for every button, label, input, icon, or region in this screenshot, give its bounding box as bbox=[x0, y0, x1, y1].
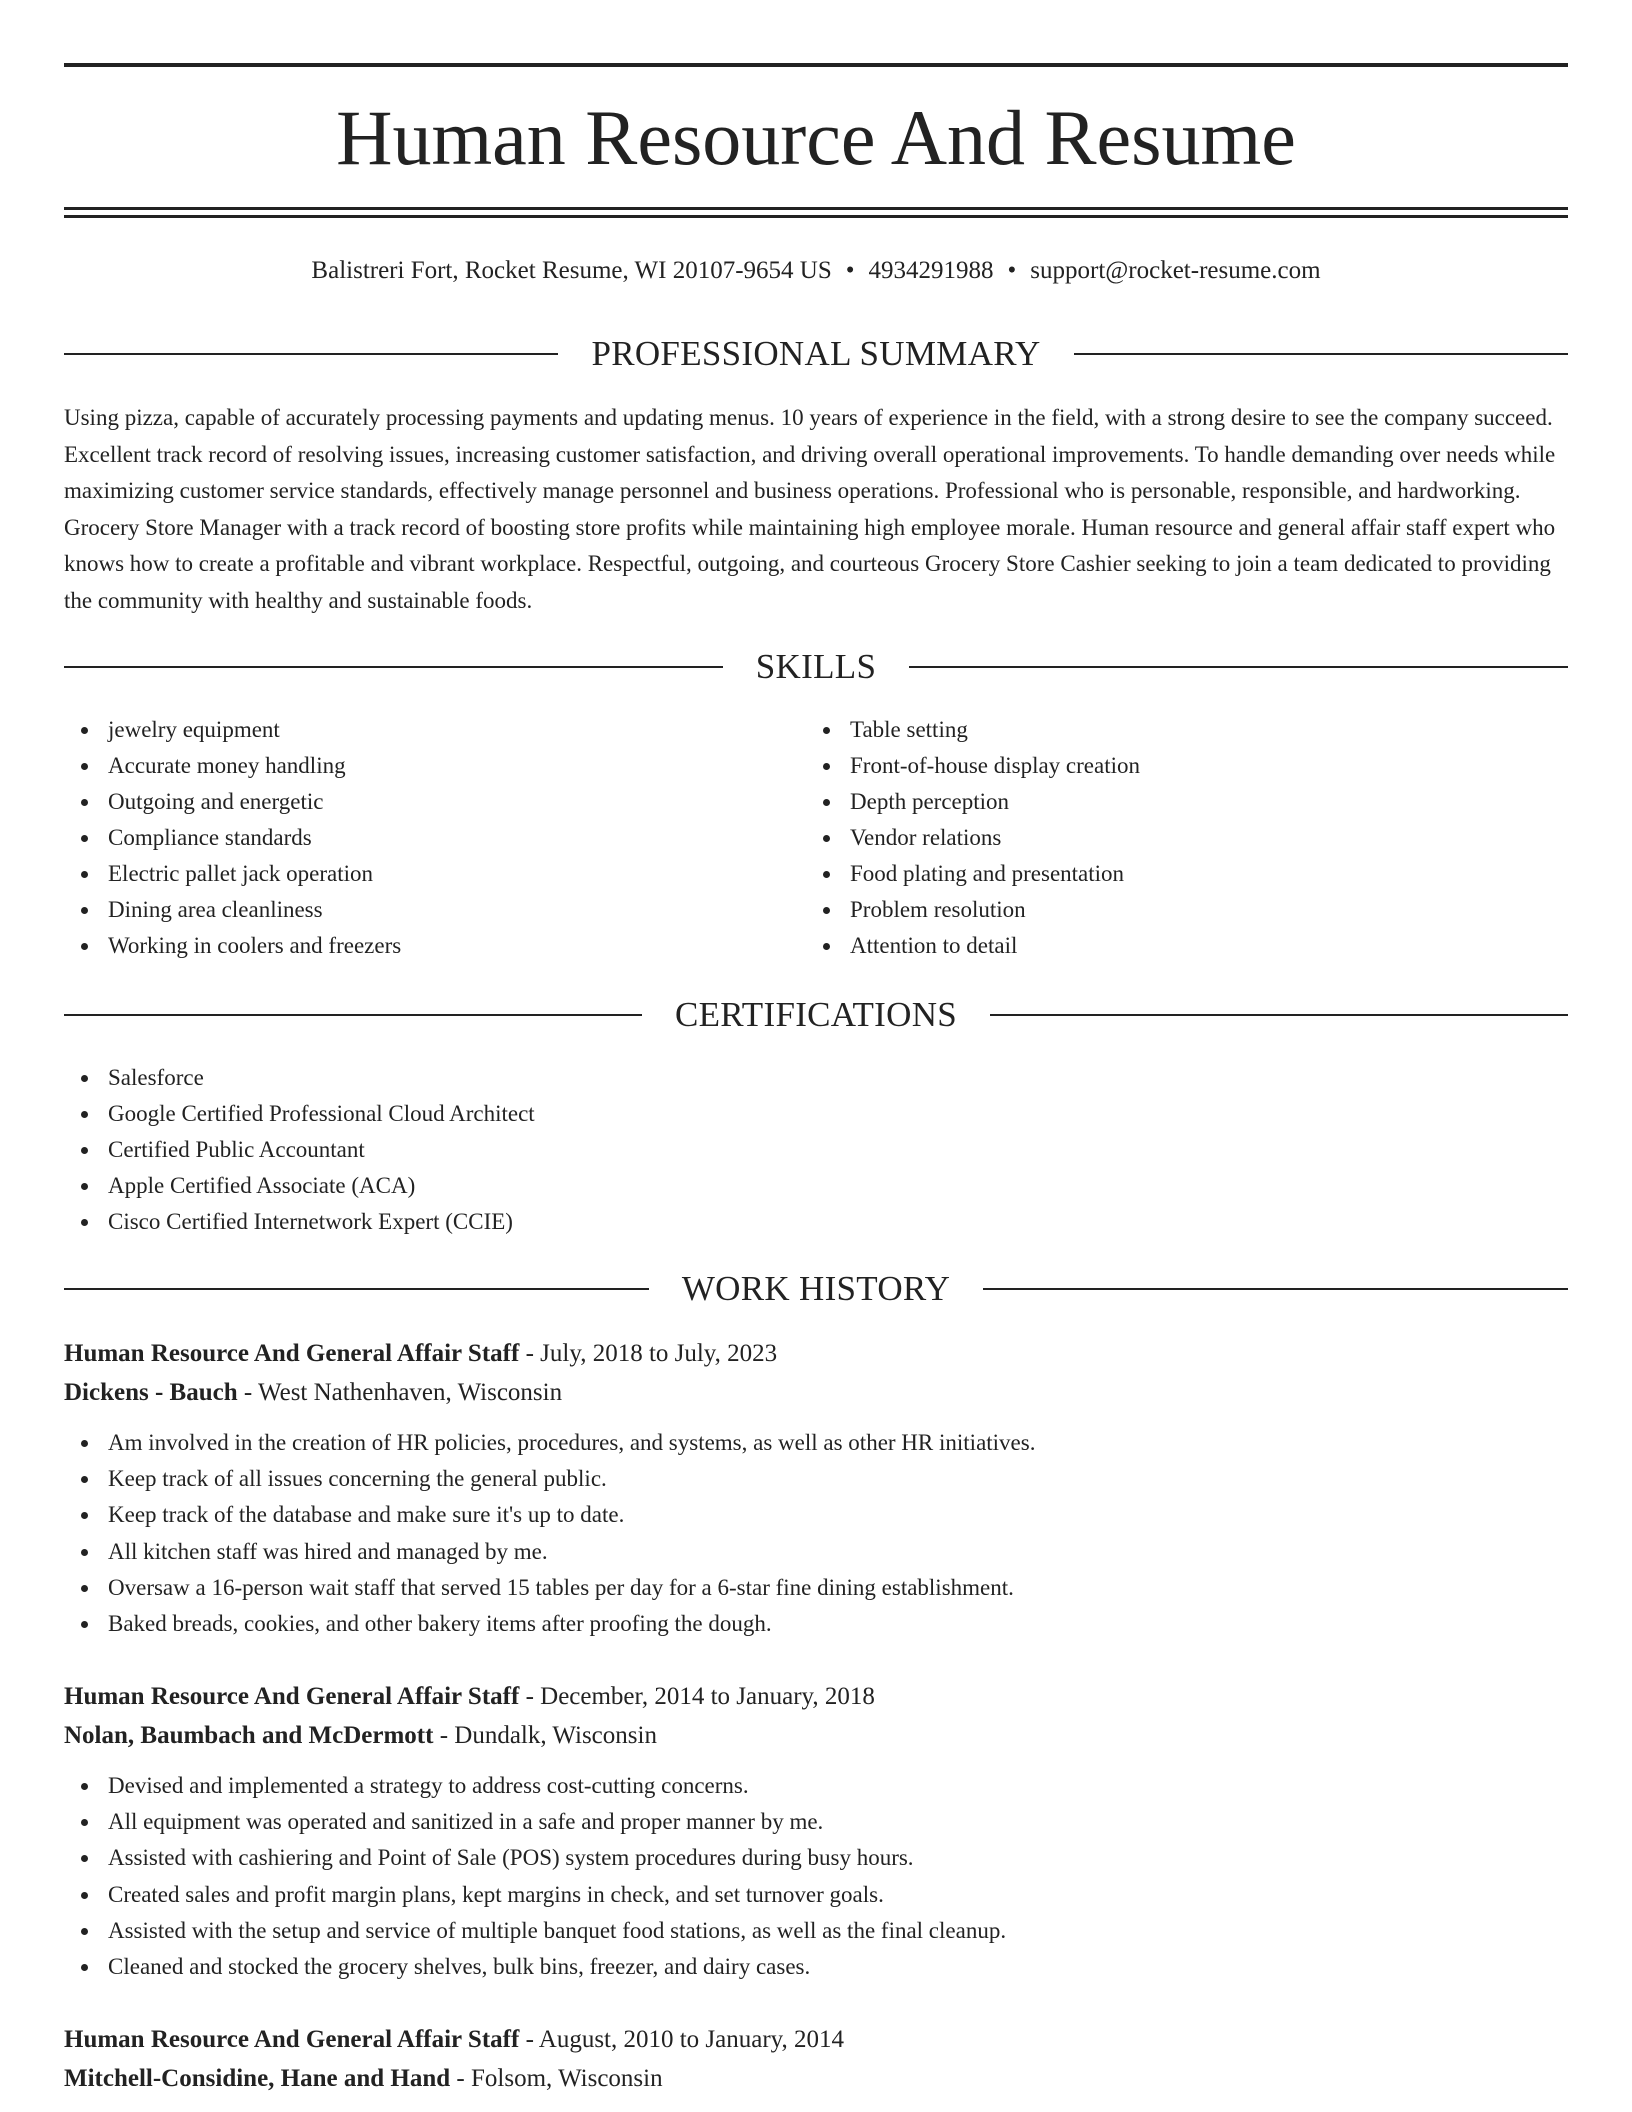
section-header-certifications bbox=[64, 990, 1568, 1040]
job-duty: All equipment was operated and sanitized in a safe and proper manner by me. bbox=[64, 1804, 1568, 1840]
skill-item: Outgoing and energetic bbox=[64, 784, 804, 820]
section-rule-left bbox=[64, 1288, 649, 1290]
section-rule-right bbox=[909, 666, 1568, 668]
header-bottom-rule bbox=[64, 207, 1568, 210]
certification-item: Certified Public Accountant bbox=[64, 1132, 1568, 1168]
job-duty: Baked breads, cookies, and other bakery items after proofing the dough. bbox=[64, 1606, 1568, 1642]
job-title: Human Resource And General Affair Staff bbox=[64, 1340, 520, 1367]
section-rule-right bbox=[983, 1288, 1568, 1290]
contact-separator: • bbox=[845, 257, 855, 284]
job-title-line bbox=[64, 1334, 1568, 1373]
skill-item: Vendor relations bbox=[806, 820, 1546, 856]
job-dates: - July, 2018 to July, 2023 bbox=[519, 1340, 778, 1367]
contact-separator: • bbox=[1007, 257, 1017, 284]
skill-item: Table setting bbox=[806, 712, 1546, 748]
skills-column-left bbox=[64, 712, 804, 964]
job-dates: - August, 2010 to January, 2014 bbox=[519, 2026, 845, 2053]
job-company: Dickens - Bauch bbox=[64, 1379, 238, 1406]
job-duty: All kitchen staff was hired and managed by me. bbox=[64, 1534, 1568, 1570]
section-header-skills bbox=[64, 642, 1568, 692]
certifications bbox=[64, 1060, 1568, 1240]
skill-item: Dining area cleanliness bbox=[64, 892, 804, 928]
skill-item: Attention to detail bbox=[806, 928, 1546, 964]
job-company: Nolan, Baumbach and McDermott bbox=[64, 1722, 434, 1749]
section-title-certifications: CERTIFICATIONS bbox=[674, 995, 958, 1034]
contact-address: Balistreri Fort, Rocket Resume, WI 20107-9654 US bbox=[311, 257, 832, 284]
job-title-line bbox=[64, 2020, 1568, 2059]
section-title-summary: PROFESSIONAL SUMMARY bbox=[591, 334, 1041, 373]
skill-item: Problem resolution bbox=[806, 892, 1546, 928]
section-title-skills: SKILLS bbox=[755, 647, 877, 686]
job-title: Human Resource And General Affair Staff bbox=[64, 2026, 520, 2053]
contact-email: support@rocket-resume.com bbox=[1030, 257, 1321, 284]
job-duty: Keep track of all issues concerning the general public. bbox=[64, 1461, 1568, 1497]
skill-item: Accurate money handling bbox=[64, 748, 804, 784]
job-duty: Am involved in the creation of HR policies, procedures, and systems, as well as other HR initiatives. bbox=[64, 1425, 1568, 1461]
skill-item: Electric pallet jack operation bbox=[64, 856, 804, 892]
job-company-line bbox=[64, 2059, 1568, 2098]
skills-list-left bbox=[64, 712, 804, 964]
skills-column-right bbox=[806, 712, 1546, 964]
job-duty: Cleaned and stocked the grocery shelves, bulk bins, freezer, and dairy cases. bbox=[64, 1949, 1568, 1985]
job-company-line bbox=[64, 1716, 1568, 1755]
section-rule-left bbox=[64, 1014, 642, 1016]
job-company-line bbox=[64, 1373, 1568, 1412]
resume-name: Human Resource And Resume bbox=[336, 94, 1296, 181]
job-duty: Devised and implemented a strategy to address cost-cutting concerns. bbox=[64, 1768, 1568, 1804]
job-location: - Dundalk, Wisconsin bbox=[433, 1722, 657, 1749]
job-entry bbox=[64, 1334, 1568, 1642]
certification-item: Salesforce bbox=[64, 1060, 1568, 1096]
skill-item: Front-of-house display creation bbox=[806, 748, 1546, 784]
skill-item: Food plating and presentation bbox=[806, 856, 1546, 892]
contact-phone: 4934291988 bbox=[868, 257, 994, 284]
job-duties-list bbox=[64, 1768, 1568, 1985]
job-entry bbox=[64, 2020, 1568, 2098]
skill-item: jewelry equipment bbox=[64, 712, 804, 748]
section-rule-left bbox=[64, 353, 558, 355]
job-duties-list bbox=[64, 1425, 1568, 1642]
job-duty: Assisted with cashiering and Point of Sale (POS) system procedures during busy hours. bbox=[64, 1840, 1568, 1876]
section-rule-right bbox=[1074, 353, 1568, 355]
section-rule-left bbox=[64, 666, 723, 668]
skill-item: Compliance standards bbox=[64, 820, 804, 856]
job-duty: Created sales and profit margin plans, kept margins in check, and set turnover goals. bbox=[64, 1877, 1568, 1913]
summary-text: Using pizza, capable of accurately processing payments and updating menus. 10 years of experience in the field, with a strong desire to see the company succeed. Excellent track record of resolving issues, increasing customer satisfaction, and driving overall operational improvements. To handle demanding over needs while maximizing customer service standards, effectively manage personnel and business operations. Professional who is personable, responsible, and hardworking. Grocery Store Manager with a track record of boosting store profits while maintaining high employee morale. Human resource and general affair staff expert who knows how to create a profitable and vibrant workplace. Respectful, outgoing, and courteous Grocery Store Cashier seeking to join a team dedicated to providing the community with healthy and sustainable foods. bbox=[64, 405, 1556, 613]
section-header-summary bbox=[64, 329, 1568, 379]
header-bottom-rule-second bbox=[64, 215, 1568, 218]
section-rule-right bbox=[990, 1014, 1568, 1016]
certification-item: Google Certified Professional Cloud Architect bbox=[64, 1096, 1568, 1132]
skill-item: Working in coolers and freezers bbox=[64, 928, 804, 964]
job-company: Mitchell-Considine, Hane and Hand bbox=[64, 2065, 451, 2092]
skills-list-right bbox=[806, 712, 1546, 964]
header-top-rule bbox=[64, 63, 1568, 67]
section-header-work-history bbox=[64, 1264, 1568, 1314]
certification-item: Apple Certified Associate (ACA) bbox=[64, 1168, 1568, 1204]
contact-line bbox=[64, 254, 1568, 288]
job-dates: - December, 2014 to January, 2018 bbox=[519, 1683, 875, 1710]
job-location: - West Nathenhaven, Wisconsin bbox=[237, 1379, 563, 1406]
job-entry bbox=[64, 1677, 1568, 1985]
certifications-list bbox=[64, 1060, 1568, 1240]
job-title: Human Resource And General Affair Staff bbox=[64, 1683, 520, 1710]
job-duty: Keep track of the database and make sure it's up to date. bbox=[64, 1497, 1568, 1533]
job-duty: Oversaw a 16-person wait staff that served 15 tables per day for a 6-star fine dining establishment. bbox=[64, 1570, 1568, 1606]
skill-item: Depth perception bbox=[806, 784, 1546, 820]
certification-item: Cisco Certified Internetwork Expert (CCIE) bbox=[64, 1204, 1568, 1240]
section-title-work-history: WORK HISTORY bbox=[681, 1269, 951, 1308]
job-title-line bbox=[64, 1677, 1568, 1716]
job-duty: Assisted with the setup and service of multiple banquet food stations, as well as the final cleanup. bbox=[64, 1913, 1568, 1949]
job-location: - Folsom, Wisconsin bbox=[450, 2065, 663, 2092]
